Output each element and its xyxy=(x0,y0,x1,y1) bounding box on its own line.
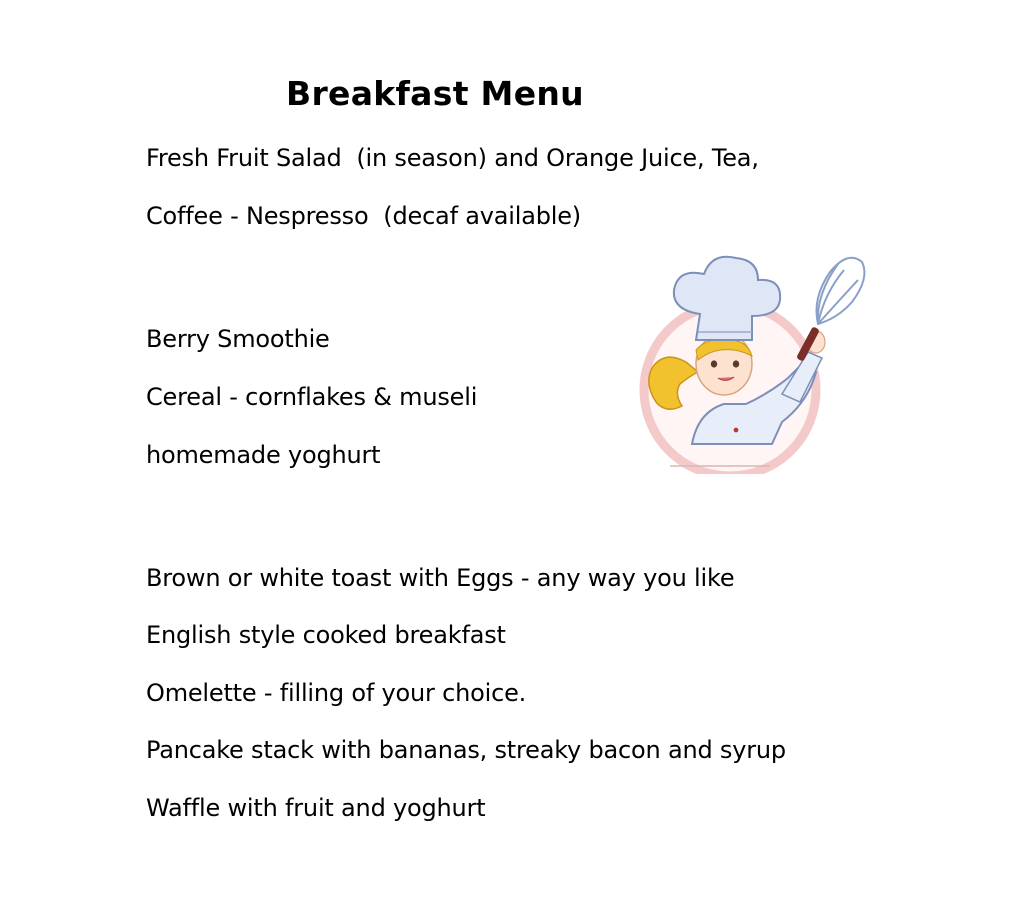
menu-item: English style cooked breakfast xyxy=(146,621,506,649)
menu-item: Pancake stack with bananas, streaky bacon and syrup xyxy=(146,736,786,764)
menu-item: Cereal - cornflakes & museli xyxy=(146,383,478,411)
menu-item: homemade yoghurt xyxy=(146,441,381,469)
whisk-wires xyxy=(817,258,865,324)
menu-item: Omelette - filling of your choice. xyxy=(146,679,527,707)
menu-item: Fresh Fruit Salad (in season) and Orange Juice, Tea, xyxy=(146,144,759,172)
menu-title: Breakfast Menu xyxy=(286,74,584,113)
menu-item: Waffle with fruit and yoghurt xyxy=(146,794,486,822)
menu-item: Berry Smoothie xyxy=(146,325,330,353)
chef-with-whisk-icon xyxy=(612,244,874,474)
menu-item: Brown or white toast with Eggs - any way you like xyxy=(146,564,735,592)
menu-item: Coffee - Nespresso (decaf available) xyxy=(146,202,581,230)
